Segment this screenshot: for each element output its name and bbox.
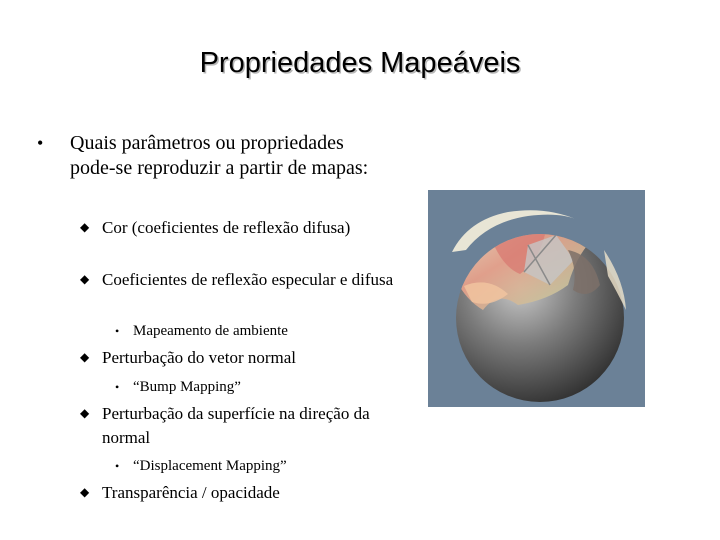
sub-bullet-item: [80, 346, 402, 370]
sub-sub-bullet-item: [115, 319, 413, 343]
sub-sub-bullet-text: Mapeamento de ambiente: [133, 323, 288, 339]
bullet-marker: •: [115, 324, 120, 338]
sub-bullet-text: Transparência / opacidade: [102, 483, 280, 502]
sub-bullet-item: [80, 216, 402, 240]
sub-bullet-item: [80, 268, 402, 292]
sub-bullet-text: Cor (coeficientes de reflexão difusa): [102, 218, 351, 237]
sub-bullet-text: Perturbação da superfície na direção da normal: [102, 404, 370, 447]
slide-title: Propriedades Mapeáveis: [199, 47, 521, 79]
sub-sub-bullet-item: [115, 454, 413, 478]
bullet-item: [37, 131, 390, 181]
bullet-marker: •: [115, 459, 120, 473]
diamond-bullet-icon: ◆: [80, 485, 90, 499]
sub-bullet-item: [80, 402, 402, 450]
mapped-sphere-image: [428, 190, 645, 407]
sub-bullet-text: Coeficientes de reflexão especular e difusa: [102, 270, 394, 289]
diamond-bullet-icon: ◆: [80, 350, 90, 364]
sub-sub-bullet-text: “Displacement Mapping”: [133, 458, 287, 474]
diamond-bullet-icon: ◆: [80, 272, 90, 286]
sub-sub-bullet-text: “Bump Mapping”: [133, 379, 241, 395]
sub-sub-bullet-item: [115, 375, 413, 399]
bullet-marker: •: [115, 380, 120, 394]
sub-bullet-item: [80, 481, 402, 505]
diamond-bullet-icon: ◆: [80, 220, 90, 234]
diamond-bullet-icon: ◆: [80, 406, 90, 420]
bullet-marker: •: [37, 133, 44, 153]
sub-bullet-text: Perturbação do vetor normal: [102, 348, 297, 367]
bullet-text: Quais parâmetros ou propriedades pode-se reproduzir a partir de mapas:: [70, 132, 369, 179]
